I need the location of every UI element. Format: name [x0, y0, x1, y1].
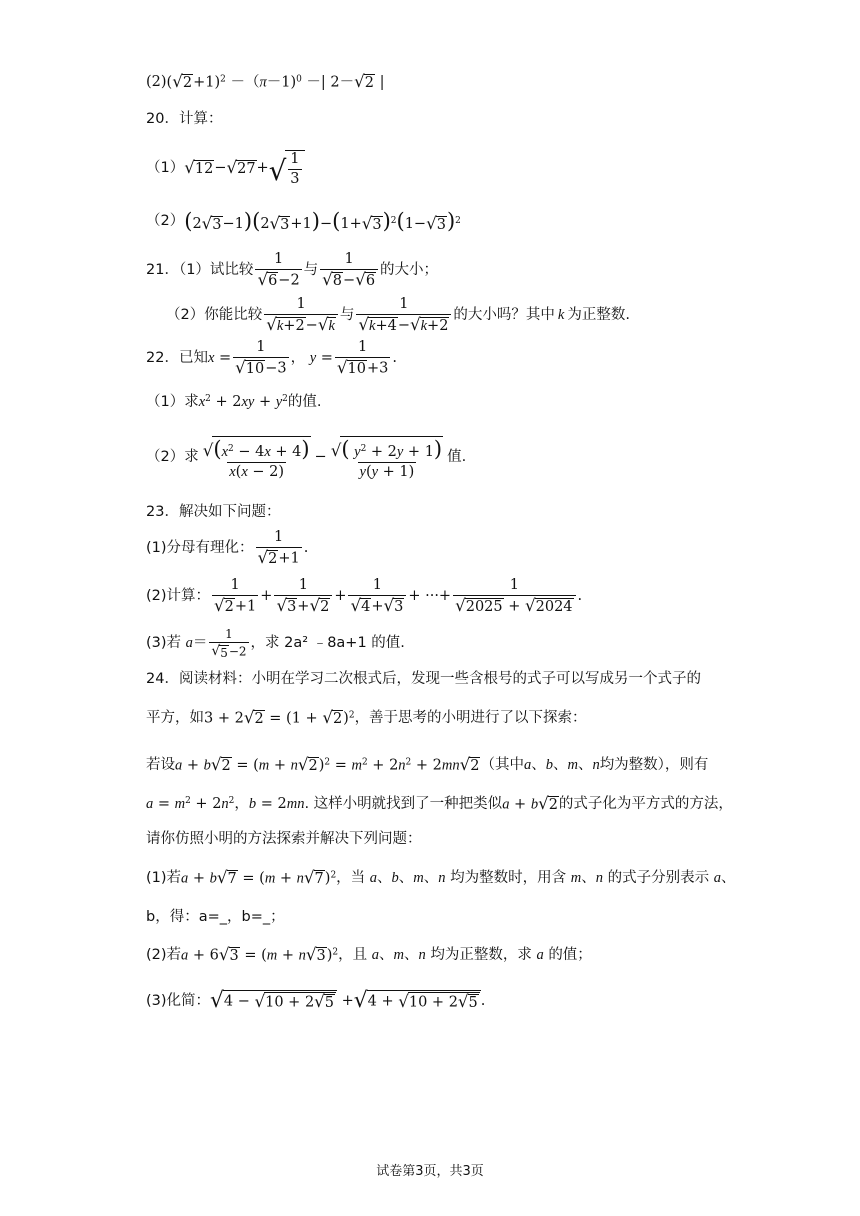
q23-part1 — [146, 530, 308, 566]
q23-part3-suffix: ，求 2a² ﹣8a+1 的值. — [250, 635, 405, 652]
math-expr: a、b、m、n — [369, 870, 446, 887]
math-expr: a、m、n — [371, 947, 426, 964]
math-expr: a、b、m、n — [523, 757, 600, 774]
q19-part2-label: (2) — [146, 74, 167, 91]
fraction: 1 √ 8 − √ 6 — [320, 252, 378, 288]
q21-part2-label: （2）你能比较 — [166, 306, 263, 323]
q23-part3-prefix: (3)若 — [146, 635, 182, 652]
q22-part1-label: （1）求 — [146, 394, 199, 410]
q20-part2 — [146, 210, 461, 232]
q23-part3 — [146, 628, 405, 659]
math-expr: ， y = — [290, 349, 333, 366]
q24-part2 — [146, 947, 592, 964]
fraction: 1 √ 4 + √ 3 — [348, 578, 406, 614]
q20-heading: 20．计算： — [146, 111, 223, 127]
math-expr: a、 — [713, 870, 736, 887]
q23-part2: (2)计算： 1 √ 2 +1 + 1 √ 3 + √ 2 + 1 √ 4 + √ 3 + ···+ 1 √ 2025 + √ 2024 . — [146, 577, 583, 615]
q24-line3a: 若设 — [146, 757, 175, 774]
q24-part1 — [146, 870, 735, 887]
page-footer: 试卷第3页，共3页 — [376, 1164, 484, 1179]
math-expr: a + b √ 7 = (m + n √ 7 )$^2$ — [181, 868, 337, 887]
fraction: √ $(x^2 - 4x + 4)$ x(x − 2) — [202, 436, 310, 480]
fraction: 1 √ k+4 − √ k+2 — [356, 297, 451, 333]
math-expr: a — [536, 947, 544, 964]
q24-line4 — [146, 796, 733, 813]
q24-part1d: 的式子分别表示 — [607, 870, 710, 887]
q24-part2a: (2)若 — [146, 947, 182, 964]
math-expr: x = — [207, 349, 232, 366]
math-expr: a＝ — [185, 635, 208, 652]
q19-part2 — [146, 74, 385, 91]
q20-part2-label: （2） — [146, 212, 185, 229]
q21-tail2b: 为正整数. — [567, 306, 630, 323]
q24-line4c: 的式子化为平方式的方法， — [558, 796, 733, 813]
math-expr: √ 12 − √ 27 + √ $\frac{1}{3}$ — [184, 150, 304, 186]
math-expr: a + 6 √ 3 = (m + n √ 3 )$^2$ — [181, 945, 339, 964]
q24-part2d: 的值； — [548, 947, 592, 964]
q21-part2 — [166, 297, 630, 333]
math-expr: ( √ 2 +1)$^2$ －（π－1)$^0$ －| 2－ √ 2 | — [166, 72, 385, 91]
math-expr: (2 √ 3 −1)(2 √ 3 +1)−(1+ √ 3 )$^2$(1− √ 3 )$^2$ — [184, 208, 461, 233]
q22-part2-label: （2）求 — [146, 449, 199, 466]
q23-part1-label: (1)分母有理化： — [146, 539, 254, 556]
q24-line3c: 均为整数），则有 — [599, 757, 709, 774]
q21-heading: 21．（1）试比较 — [146, 261, 254, 278]
q23-part2-label: (2)计算： — [146, 587, 211, 604]
math-expr: . — [392, 349, 397, 366]
q23-heading: 23．解决如下问题： — [146, 504, 281, 520]
q24-part1b: ，当 — [336, 870, 366, 887]
q22-heading — [146, 340, 397, 376]
q24-line5: 请你仿照小明的方法探索并解决下列问题： — [146, 831, 422, 847]
q24-part1c: 均为整数时，用含 — [450, 870, 567, 887]
fraction: 1 √ 2025 + √ 2024 — [453, 578, 575, 614]
fraction: 1 √ 3 + √ 2 — [274, 578, 332, 614]
q24-line2b: ，善于思考的小明进行了以下探索： — [354, 710, 587, 727]
fraction: 1 √ 5 −2 — [211, 627, 247, 660]
q21-k: k — [557, 306, 565, 323]
q24-line3b: （其中 — [480, 757, 524, 774]
q21-tail1: 的大小； — [380, 261, 439, 278]
q24-heading: 24．阅读材料：小明在学习二次根式后，发现一些含根号的式子可以写成另一个式子的 — [146, 671, 701, 687]
q22-part2: （2）求 √ $(x^2 - 4x + 4)$ x(x − 2) − √ ( $y^2 + 2y + 1$) y(y + 1) 值. — [146, 436, 467, 480]
math-expr: a + b √ 2 = (m + n √ 2 )$^2 = m^2 + 2n^2 + 2mn$ √ 2 — [175, 755, 480, 774]
math-expr: $x^2 + 2xy + y^2$ — [198, 394, 288, 410]
q24-part3-label: (3)化简： — [146, 992, 211, 1009]
fraction: 1 √ 6 −2 — [257, 251, 300, 289]
q21-and-2: 与 — [339, 306, 355, 323]
math-expr: 3 + 2 √ 2 = (1 + √ 2 )$^2$ — [204, 708, 355, 727]
math-expr: √ 4 − √ 10 + 2 √ 5 + √ 4 + √ 10 + 2 √ 5 . — [210, 988, 486, 1013]
q24-line2 — [146, 710, 587, 727]
q22-head: 22．已知 — [146, 349, 208, 366]
fraction: √ ( $y^2 + 2y + 1$) y(y + 1) — [330, 436, 443, 480]
q24-part1-answer: b，得：a=_，b=_； — [146, 909, 285, 925]
q24-part3 — [146, 990, 485, 1012]
math-expr: $a = m^2 + 2n^2$，b = 2mn — [146, 796, 305, 813]
q24-part1a: (1)若 — [146, 870, 182, 887]
q22-part1-tail: 的值. — [287, 394, 322, 410]
math-expr: . — [303, 539, 309, 556]
math-expr: . — [577, 587, 583, 604]
q21-part1 — [146, 252, 438, 288]
fraction: 1 √ 10 +3 — [336, 339, 389, 377]
fraction: 1 √ 2 +1 — [257, 529, 300, 567]
q22-part2-tail: 值. — [447, 449, 467, 466]
math-expr: a + b √ 2 — [502, 794, 558, 813]
q24-line3 — [146, 757, 708, 774]
q20-part1 — [146, 150, 305, 186]
q21-and: 与 — [303, 261, 319, 278]
math-expr: m、n — [570, 870, 603, 887]
q21-tail2: 的大小吗？其中 — [453, 306, 555, 323]
fraction: 1 √ 2 +1 — [214, 577, 257, 615]
q24-part2c: 均为正整数，求 — [430, 947, 532, 964]
q24-line2a: 平方，如 — [146, 710, 204, 727]
q20-part1-label: （1） — [146, 159, 185, 176]
fraction: 1 √ k+2 − √ k — [264, 297, 338, 333]
q22-part1 — [146, 395, 322, 410]
q24-line4b: . 这样小明就找到了一种把类似 — [304, 796, 503, 813]
q24-part2b: ，且 — [338, 947, 368, 964]
fraction: 1 √ 10 −3 — [235, 339, 287, 377]
